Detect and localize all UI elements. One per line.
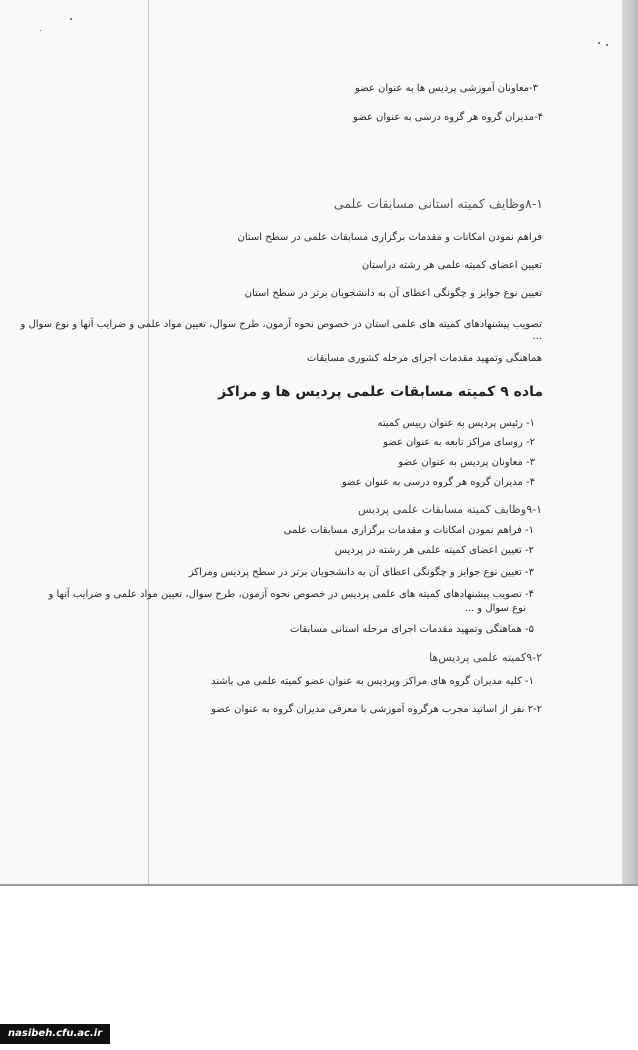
- scan-speck: [40, 30, 41, 31]
- doc-line-9-2: ۲- روسای مراکز تابعه به عنوان عضو: [383, 437, 535, 448]
- doc-line-8-1-d: تصویب پیشنهادهای کمیته های علمی استان در خصوص نحوه آزمون، طرح سوال، تعیین مواد علمی و ضرایب آنها و نوع سوال و: [20, 319, 542, 330]
- scan-right-edge: [622, 0, 638, 884]
- doc-line-9-2-1: ۱- کلیه مدیران گروه های مراکز وپردیس به عنوان عضو کمیته علمی می باشند: [210, 676, 534, 687]
- doc-line-9-1-3: ۳- تعیین نوع جوایز و چگونگی اعطای آن به دانشجویان برتر در سطح پردیس ومراکز: [188, 567, 534, 578]
- doc-line-members-4: ۴-مدیران گروه هر گروه درسی به عنوان عضو: [353, 112, 543, 123]
- section-heading-9-2: ۹-۲کمیته علمی پردیس‌ها: [429, 651, 542, 664]
- doc-line-8-1-c: تعیین نوع جوایز و چگونگی اعطای آن به دانشجویان برتر در سطح استان: [244, 288, 542, 299]
- doc-line-8-1-a: فراهم نمودن امکانات و مقدمات برگزاری مسابقات علمی در سطح استان: [237, 232, 542, 243]
- doc-line-9-2-2: ۲-۲ نفر از اساتید مجرب هرگروه آموزشی با معرفی مدیران گروه به عنوان عضو: [211, 704, 542, 715]
- doc-line-8-1-d-cont: ...: [532, 331, 542, 342]
- section-heading-8-1: ۸-۱وظایف کمیته استانی مسابقات علمی: [333, 196, 543, 211]
- scan-speck: [70, 18, 72, 20]
- doc-line-9-1-1: ۱- فراهم نمودن امکانات و مقدمات برگزاری مسابقات علمی: [283, 525, 534, 536]
- article-heading-9: ماده ۹ کمیته مسابقات علمی پردیس ها و مراکز: [218, 384, 543, 400]
- doc-line-9-1: ۱- رئیس پردیس به عنوان رییس کمیته: [377, 418, 535, 429]
- scan-speck: [606, 44, 608, 46]
- doc-line-9-3: ۳- معاونان پردیس به عنوان عضو: [398, 457, 535, 468]
- doc-line-8-1-e: هماهنگی وتمهید مقدمات اجرای مرحله کشوری مسابقات: [306, 353, 542, 364]
- doc-line-8-1-b: تعیین اعضای کمیته علمی هر رشته دراستان: [361, 260, 542, 271]
- doc-line-9-1-4: ۴- تصویب پیشنهادهای کمیته های علمی پردیس در خصوص نحوه آزمون، طرح سوال، تعیین مواد علمی و ضرایب آنها و: [48, 589, 534, 600]
- site-watermark[interactable]: nasibeh.cfu.ac.ir: [0, 1024, 110, 1044]
- page-fold-line: [148, 0, 149, 884]
- scan-bottom-edge: [0, 884, 638, 886]
- section-heading-9-1: ۹-۱وظایف کمیته مسابقات علمی پردیس: [357, 503, 542, 516]
- doc-line-members-3: ۳-معاونان آموزشی پردیس ها به عنوان عضو: [355, 83, 538, 94]
- scan-speck: [598, 42, 600, 44]
- doc-line-9-4: ۴- مدیران گروه هر گروه درسی به عنوان عضو: [341, 477, 535, 488]
- doc-line-9-1-2: ۲- تعیین اعضای کمیته علمی هر رشته در پردیس: [334, 545, 534, 556]
- doc-line-9-1-5: ۵- هماهنگی وتمهید مقدمات اجرای مرحله استانی مسابقات: [289, 624, 534, 635]
- doc-line-9-1-4-cont: نوع سوال و ...: [464, 603, 526, 614]
